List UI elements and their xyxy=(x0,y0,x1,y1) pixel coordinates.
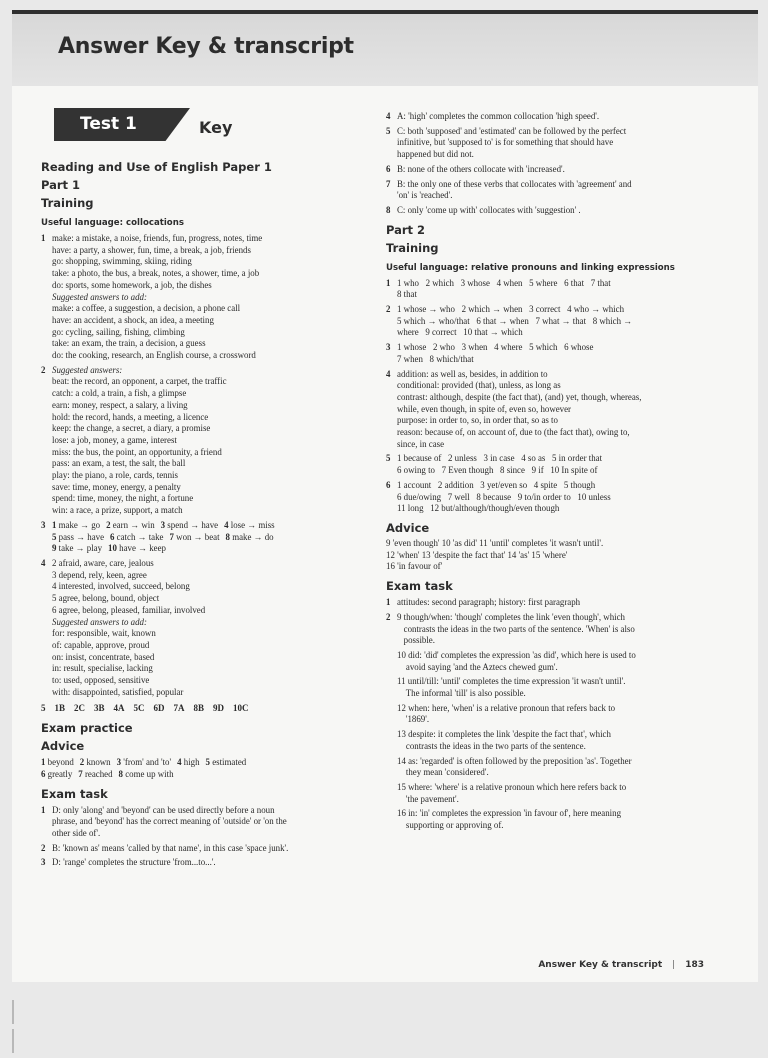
answer-item xyxy=(386,729,726,752)
text-line: other side of'. xyxy=(52,827,101,838)
key-label: Key xyxy=(199,118,233,137)
text-line: possible. xyxy=(397,635,435,646)
text-line: they mean 'considered'. xyxy=(397,767,489,778)
item-lines xyxy=(397,729,726,752)
part1-heading: Part 1 xyxy=(41,178,81,192)
item-number: 1 xyxy=(386,277,391,288)
exam-task-items xyxy=(41,805,361,870)
answer-pair xyxy=(117,757,171,769)
item-number xyxy=(386,676,397,699)
answer-number: 10 xyxy=(108,543,117,554)
exam-task-items xyxy=(386,597,726,832)
text-line: conditional: provided (that), unless, as long as xyxy=(397,380,561,391)
advice-heading: Advice xyxy=(41,739,85,754)
answer-text: make → do xyxy=(232,531,274,542)
answer-text: 'from' and 'to' xyxy=(123,757,172,768)
answer-pair xyxy=(224,520,275,532)
text-line: hold: the record, hands, a meeting, a licence xyxy=(52,411,209,422)
answer-item xyxy=(386,179,726,202)
text-line: contrasts the ideas in the two parts of the sentence. xyxy=(397,740,586,751)
answer-item-3 xyxy=(41,520,361,555)
text-line: 2 afraid, aware, care, jealous xyxy=(52,557,154,568)
answer-number: 5 xyxy=(52,531,57,542)
text-line: where 9 correct 10 that → which xyxy=(397,327,523,338)
text-line: purpose: in order to, so, in order that, so as to xyxy=(397,415,558,426)
item-number: 2 xyxy=(41,842,46,853)
text-line: 10 did: 'did' completes the expression 'as did', which here is used to xyxy=(397,649,636,660)
answer-text: come up with xyxy=(125,768,174,779)
answer-item-1 xyxy=(41,233,361,362)
text-line: The informal 'till' is also possible. xyxy=(397,688,526,699)
text-line: 6 owing to 7 Even though 8 since 9 if 10 In spite of xyxy=(397,465,598,476)
text-line: 9 though/when: 'though' completes the link 'even though', which xyxy=(397,611,625,622)
text-line: to: used, opposed, sensitive xyxy=(52,675,150,686)
text-line: 'on' is 'reached'. xyxy=(397,190,453,201)
text-line: for: responsible, wait, known xyxy=(52,628,156,639)
answer-item xyxy=(386,597,726,609)
mc-answer: 2C xyxy=(74,703,86,714)
text-line: 12 when: here, 'when' is a relative pronoun that refers back to xyxy=(397,702,616,713)
item-lines xyxy=(52,558,361,698)
text-line: have: an accident, a shock, an idea, a meeting xyxy=(52,314,214,325)
text-line: miss: the bus, the point, an opportunity, a friend xyxy=(52,446,222,457)
item-lines xyxy=(397,126,726,161)
text-line: while, even though, in spite of, even so, however xyxy=(397,403,572,414)
item-number: 5 xyxy=(386,125,391,136)
text-line: do: the cooking, research, an English course, a crossword xyxy=(52,350,256,361)
answer-item xyxy=(386,111,726,123)
item-lines xyxy=(397,782,726,805)
advice-lines xyxy=(386,538,726,573)
text-line: save: time, money, energy, a penalty xyxy=(52,481,181,492)
exam-practice-heading: Exam practice xyxy=(41,721,133,736)
text-line: play: the piano, a role, cards, tennis xyxy=(52,470,178,481)
text-line: D: only 'along' and 'beyond' can be used directly before a noun xyxy=(52,804,275,815)
answer-number: 8 xyxy=(118,768,123,779)
text-line: with: disappointed, satisfied, popular xyxy=(52,686,184,697)
answer-pair xyxy=(170,532,220,544)
answer-item xyxy=(41,843,361,855)
answer-pair xyxy=(52,520,100,532)
footer-separator: | xyxy=(672,960,676,970)
item-lines xyxy=(397,612,726,647)
answer-text: spend → have xyxy=(167,519,219,530)
exam-task-items-continued xyxy=(386,111,726,217)
answer-number: 1 xyxy=(52,519,57,530)
answer-pair xyxy=(41,757,74,769)
item-lines xyxy=(397,676,726,699)
answer-pair xyxy=(52,532,104,544)
text-line: keep: the change, a secret, a diary, a promise xyxy=(52,423,211,434)
answer-item xyxy=(386,369,726,451)
answer-pair xyxy=(206,757,247,769)
text-line: 1 because of 2 unless 3 in case 4 so as 5 in order that xyxy=(397,453,603,464)
text-line: 11 long 12 but/although/though/even though xyxy=(397,503,560,514)
text-line: addition: as well as, besides, in addition to xyxy=(397,368,548,379)
training-heading: Training xyxy=(41,196,94,210)
text-line: make: a mistake, a noise, friends, fun, progress, notes, time xyxy=(52,233,263,243)
item-number: 6 xyxy=(386,479,391,490)
item-number: 2 xyxy=(386,304,391,315)
text-line: take: a photo, the bus, a break, notes, a shower, time, a job xyxy=(52,268,260,279)
answer-text: reached xyxy=(84,768,113,779)
item-lines xyxy=(52,233,361,362)
answer-text: greatly xyxy=(47,768,73,779)
footer-label: Answer Key & transcript xyxy=(538,960,663,970)
answer-pair xyxy=(52,543,102,555)
text-line: attitudes: second paragraph; history: first paragraph xyxy=(397,597,581,608)
answer-item xyxy=(386,676,726,699)
item-number: 7 xyxy=(386,178,391,189)
item-lines xyxy=(52,857,361,869)
text-line: 16 'in favour of' xyxy=(386,561,443,572)
mc-answer: 4A xyxy=(113,703,125,714)
mc-answer: 9D xyxy=(213,703,225,714)
text-line: on: insist, concentrate, based xyxy=(52,651,155,662)
text-line: C: only 'come up with' collocates with 'suggestion' . xyxy=(397,204,581,215)
answer-text: beyond xyxy=(47,757,74,768)
answer-item xyxy=(386,453,726,476)
answer-number: 1 xyxy=(41,757,46,768)
answer-text: make → go xyxy=(58,519,101,530)
item-lines xyxy=(397,111,726,123)
item-number xyxy=(386,808,397,831)
advice-heading: Advice xyxy=(386,520,430,535)
answer-number: 2 xyxy=(79,757,85,768)
answer-item xyxy=(41,857,361,869)
answer-pair xyxy=(108,543,166,555)
mc-answer: 1B xyxy=(54,703,66,714)
text-line: Suggested answers to add: xyxy=(52,291,147,302)
answer-row xyxy=(41,769,361,781)
text-line: Suggested answers to add: xyxy=(52,616,147,627)
text-line: B: the only one of these verbs that collocates with 'agreement' and xyxy=(397,178,632,189)
text-line: have: a party, a shower, fun, time, a break, a job, friends xyxy=(52,244,251,255)
item-number: 2 xyxy=(386,611,391,622)
text-line: B: none of the others collocate with 'increased'. xyxy=(397,163,565,174)
answer-item-2 xyxy=(41,365,361,517)
answer-number: 3 xyxy=(116,757,122,768)
text-line: contrast: although, despite (the fact that), (and) yet, though, whereas, xyxy=(397,391,642,402)
advice-rows xyxy=(41,757,361,780)
answer-item xyxy=(386,480,726,515)
text-line: in: result, specialise, lacking xyxy=(52,663,153,674)
text-line: 1 who 2 which 3 whose 4 when 5 where 6 that 7 that xyxy=(397,277,611,288)
item-lines xyxy=(397,703,726,726)
answer-number: 6 xyxy=(41,768,46,779)
text-line: 15 where: 'where' is a relative pronoun which here refers back to xyxy=(397,781,627,792)
item-number: 1 xyxy=(41,233,46,243)
multiple-choice-answers xyxy=(41,703,361,715)
item-number xyxy=(386,650,397,673)
item-number: 5 xyxy=(386,453,391,464)
answer-text: catch → take xyxy=(116,531,164,542)
item-lines xyxy=(397,205,726,217)
mc-answer: 8B xyxy=(193,703,205,714)
answer-row xyxy=(52,520,361,532)
answer-row xyxy=(52,543,361,555)
text-line: 5 agree, belong, bound, object xyxy=(52,593,160,604)
item-number: 4 xyxy=(41,557,46,568)
answer-pair xyxy=(41,769,72,781)
answer-number: 6 xyxy=(110,531,115,542)
answer-row xyxy=(52,532,361,544)
item-number xyxy=(386,703,397,726)
item-lines xyxy=(397,480,726,515)
text-line: 14 as: 'regarded' is often followed by the preposition 'as'. Together xyxy=(397,755,632,766)
text-line: 1 whose → who 2 which → when 3 correct 4 who → which xyxy=(397,304,625,315)
item-number: 1 xyxy=(41,804,46,815)
answer-number: 3 xyxy=(160,519,166,530)
text-line: 1 whose 2 who 3 when 4 where 5 which 6 whose xyxy=(397,342,594,353)
training-heading: Training xyxy=(386,240,439,255)
answer-text: known xyxy=(86,757,111,768)
item-number xyxy=(386,756,397,779)
answer-number: 7 xyxy=(169,531,174,542)
answer-item xyxy=(386,808,726,831)
answer-item xyxy=(386,612,726,647)
answer-text: earn → win xyxy=(112,519,155,530)
item-lines xyxy=(397,808,726,831)
item-number: 3 xyxy=(41,857,46,868)
item-lines xyxy=(52,843,361,855)
item-number: 3 xyxy=(41,519,46,530)
item-lines xyxy=(397,650,726,673)
item-lines xyxy=(397,179,726,202)
mc-answer: 6D xyxy=(153,703,165,714)
text-line: 8 that xyxy=(397,289,417,300)
answer-item xyxy=(386,126,726,161)
text-line: 16 in: 'in' completes the expression 'in favour of', here meaning xyxy=(397,808,622,819)
text-line: 5 which → who/that 6 that → when 7 what → that 8 which → xyxy=(397,315,633,326)
text-line: reason: because of, on account of, due to (the fact that), owing to, xyxy=(397,427,630,438)
answer-item xyxy=(386,342,726,365)
next-page-edge xyxy=(12,1000,18,1024)
text-line: '1869'. xyxy=(397,714,430,725)
text-line: of: capable, approve, proud xyxy=(52,639,150,650)
text-line: phrase, and 'beyond' has the correct meaning of 'outside' or 'on the xyxy=(52,816,287,827)
answer-text: have → keep xyxy=(119,543,166,554)
mc-answer: 7A xyxy=(173,703,185,714)
answer-item xyxy=(386,782,726,805)
mc-answer: 3B xyxy=(94,703,105,714)
text-line: 6 agree, belong, pleased, familiar, involved xyxy=(52,604,206,615)
exam-task-heading: Exam task xyxy=(386,579,453,594)
text-line: 11 until/till: 'until' completes the time expression 'it wasn't until'. xyxy=(397,676,626,687)
exam-task-heading: Exam task xyxy=(41,786,108,801)
page-number: 183 xyxy=(685,960,704,970)
text-line: 9 'even though' 10 'as did' 11 'until' completes 'it wasn't until'. xyxy=(386,537,604,548)
answer-text: won → beat xyxy=(176,531,220,542)
answer-item xyxy=(386,650,726,673)
text-line: Suggested answers: xyxy=(52,364,123,375)
item-lines xyxy=(397,164,726,176)
answer-number: 9 xyxy=(52,543,57,554)
item-number xyxy=(386,782,397,805)
text-line: 6 due/owing 7 well 8 because 9 to/in order to 10 unless xyxy=(397,491,611,502)
answer-number: 5 xyxy=(205,757,210,768)
text-line: pass: an exam, a test, the salt, the ball xyxy=(52,458,186,469)
page-title: Answer Key & transcript xyxy=(58,34,354,59)
answer-pair xyxy=(110,532,163,544)
right-column xyxy=(386,108,726,832)
item-lines xyxy=(397,453,726,476)
item-lines xyxy=(397,756,726,779)
text-line: 4 interested, involved, succeed, belong xyxy=(52,581,190,592)
item-number: 4 xyxy=(386,368,391,379)
text-line: lose: a job, money, a game, interest xyxy=(52,434,177,445)
text-line: 1 account 2 addition 3 yet/even so 4 spite 5 though xyxy=(397,479,596,490)
answer-number: 4 xyxy=(177,757,182,768)
text-line: go: cycling, sailing, fishing, climbing xyxy=(52,326,185,337)
item-lines xyxy=(397,369,726,451)
item-number xyxy=(386,729,397,752)
answer-number: 8 xyxy=(225,531,230,542)
answer-pair xyxy=(226,532,274,544)
item-number: 8 xyxy=(386,204,391,215)
text-line: since, in case xyxy=(397,438,445,449)
item-number: 5 xyxy=(41,703,46,714)
answer-item-4 xyxy=(41,558,361,698)
answer-item xyxy=(386,205,726,217)
text-line: 7 when 8 which/that xyxy=(397,353,474,364)
text-line: A: 'high' completes the common collocation 'high speed'. xyxy=(397,111,600,121)
relative-pronoun-items xyxy=(386,278,726,515)
answer-pair xyxy=(119,769,174,781)
answer-text: estimated xyxy=(212,757,247,768)
test-label: Test 1 xyxy=(80,114,137,134)
answer-text: pass → have xyxy=(58,531,105,542)
item-number: 1 xyxy=(386,597,391,608)
answer-text: lose → miss xyxy=(230,519,275,530)
text-line: 'the pavement'. xyxy=(397,793,459,804)
text-line: happened but did not. xyxy=(397,149,474,160)
text-line: spend: time, money, the night, a fortune xyxy=(52,493,194,504)
answer-pair xyxy=(106,520,155,532)
text-line: avoid saying 'and the Aztecs chewed gum'. xyxy=(397,661,558,672)
text-line: do: sports, some homework, a job, the dishes xyxy=(52,279,212,290)
answer-item xyxy=(386,278,726,301)
document-page xyxy=(12,10,758,982)
item-lines xyxy=(397,342,726,365)
text-line: 12 'when' 13 'despite the fact that' 14 'as' 15 'where' xyxy=(386,549,568,560)
text-line: B: 'known as' means 'called by that name', in this case 'space junk'. xyxy=(52,842,289,853)
text-line: beat: the record, an opponent, a carpet, the traffic xyxy=(52,376,227,387)
answer-row xyxy=(41,757,361,769)
text-line: take: an exam, the train, a decision, a guess xyxy=(52,338,206,349)
text-line: 13 despite: it completes the link 'despite the fact that', which xyxy=(397,729,611,740)
answer-pair xyxy=(78,769,112,781)
answer-pair xyxy=(161,520,218,532)
text-line: contrasts the ideas in the two parts of the sentence. 'When' is also xyxy=(397,623,635,634)
mc-answer: 10C xyxy=(233,703,249,714)
answer-item xyxy=(386,304,726,339)
text-line: earn: money, respect, a salary, a living xyxy=(52,399,188,410)
item-rows xyxy=(52,520,361,555)
text-line: 3 depend, rely, keen, agree xyxy=(52,569,147,580)
answer-number: 7 xyxy=(78,768,83,779)
item-number: 6 xyxy=(386,163,391,174)
page-footer xyxy=(538,960,704,970)
answer-text: take → play xyxy=(58,543,103,554)
useful-language-heading: Useful language: relative pronouns and linking expressions xyxy=(386,262,675,273)
answer-pair xyxy=(177,757,199,769)
text-line: win: a race, a prize, support, a match xyxy=(52,505,183,516)
item-lines xyxy=(397,278,726,301)
item-number: 4 xyxy=(386,111,391,121)
answer-number: 2 xyxy=(106,519,111,530)
item-lines xyxy=(52,805,361,840)
paper-title: Reading and Use of English Paper 1 xyxy=(41,160,272,174)
text-line: go: shopping, swimming, skiing, riding xyxy=(52,256,192,267)
item-lines xyxy=(397,304,726,339)
useful-language-heading: Useful language: collocations xyxy=(41,218,184,228)
answer-number: 4 xyxy=(224,519,229,530)
answer-item xyxy=(41,805,361,840)
text-line: infinitive, but 'supposed to' is for something that should have xyxy=(397,137,614,148)
item-lines xyxy=(52,365,361,517)
item-number: 2 xyxy=(41,364,46,375)
answer-pair xyxy=(80,757,111,769)
text-line: C: both 'supposed' and 'estimated' can be followed by the perfect xyxy=(397,125,627,136)
answer-item xyxy=(386,703,726,726)
mc-answer: 5C xyxy=(133,703,145,714)
text-line: supporting or approving of. xyxy=(397,820,504,831)
answer-item xyxy=(386,164,726,176)
part2-heading: Part 2 xyxy=(386,222,426,237)
left-column xyxy=(41,156,361,869)
answer-item xyxy=(386,756,726,779)
text-line: make: a coffee, a suggestion, a decision, a phone call xyxy=(52,303,241,314)
item-lines xyxy=(397,597,726,609)
answer-text: high xyxy=(183,757,200,768)
item-number: 3 xyxy=(386,342,391,353)
text-line: D: 'range' completes the structure 'from...to...'. xyxy=(52,857,216,868)
text-line: catch: a cold, a train, a fish, a glimpse xyxy=(52,388,187,399)
